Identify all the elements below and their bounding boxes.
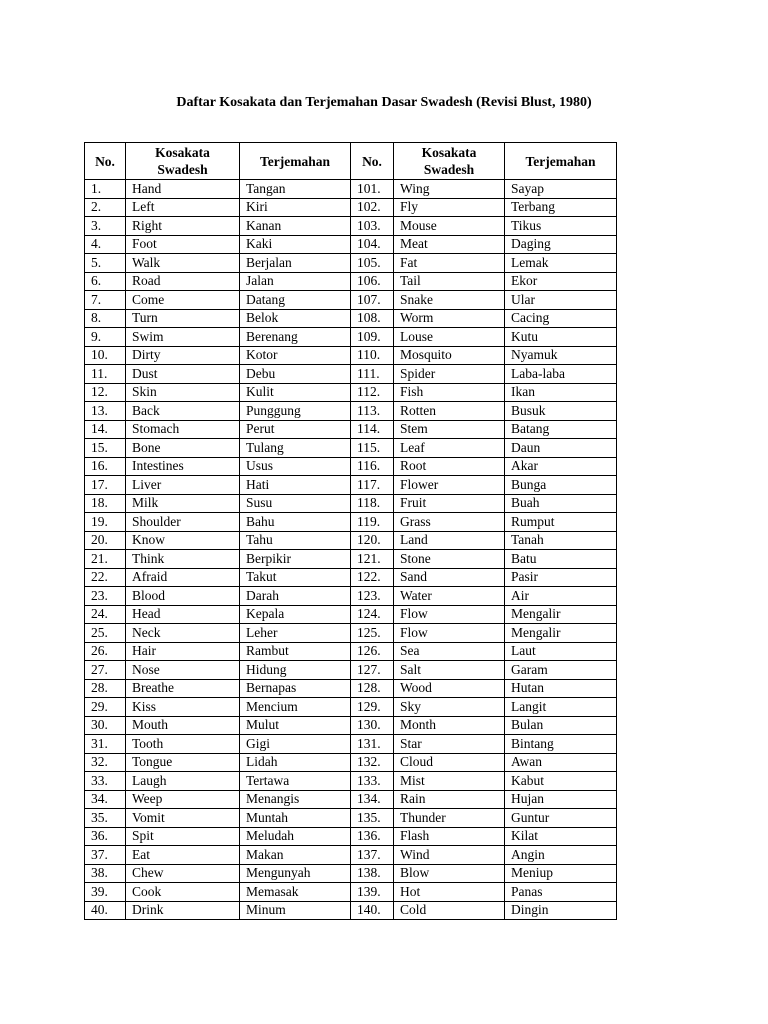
table-row [85, 291, 617, 310]
swadesh-word-cell: Back [126, 402, 240, 421]
translation-cell: Kepala [240, 605, 351, 624]
table-row [85, 827, 617, 846]
table-row [85, 568, 617, 587]
row-number-cell-2: 107. [351, 291, 394, 310]
translation-cell-2: Daging [505, 235, 617, 254]
row-number-cell: 17. [85, 476, 126, 495]
row-number-cell: 24. [85, 605, 126, 624]
table-row [85, 790, 617, 809]
row-number-cell: 40. [85, 901, 126, 920]
swadesh-word-cell: Blood [126, 587, 240, 606]
swadesh-word-cell-2: Hot [394, 883, 505, 902]
swadesh-word-cell: Tongue [126, 753, 240, 772]
translation-cell-2: Kutu [505, 328, 617, 347]
translation-cell-2: Hujan [505, 790, 617, 809]
row-number-cell-2: 105. [351, 254, 394, 273]
swadesh-word-cell-2: Rain [394, 790, 505, 809]
translation-cell-2: Awan [505, 753, 617, 772]
swadesh-word-cell: Left [126, 198, 240, 217]
swadesh-word-cell-2: Blow [394, 864, 505, 883]
row-number-cell: 20. [85, 531, 126, 550]
translation-cell-2: Bintang [505, 735, 617, 754]
row-number-cell-2: 119. [351, 513, 394, 532]
swadesh-word-cell-2: Root [394, 457, 505, 476]
translation-cell-2: Lemak [505, 254, 617, 273]
row-number-cell: 3. [85, 217, 126, 236]
swadesh-word-cell-2: Water [394, 587, 505, 606]
swadesh-word-cell-2: Salt [394, 661, 505, 680]
translation-cell-2: Rumput [505, 513, 617, 532]
translation-cell: Tertawa [240, 772, 351, 791]
swadesh-word-cell: Foot [126, 235, 240, 254]
translation-cell: Memasak [240, 883, 351, 902]
swadesh-word-cell-2: Sea [394, 642, 505, 661]
swadesh-word-cell: Mouth [126, 716, 240, 735]
swadesh-word-cell-2: Rotten [394, 402, 505, 421]
swadesh-word-cell-2: Land [394, 531, 505, 550]
translation-cell-2: Nyamuk [505, 346, 617, 365]
row-number-cell: 4. [85, 235, 126, 254]
page-title: Daftar Kosakata dan Terjemahan Dasar Swadesh (Revisi Blust, 1980) [176, 95, 592, 110]
row-number-cell-2: 132. [351, 753, 394, 772]
row-number-cell: 38. [85, 864, 126, 883]
swadesh-word-cell-2: Meat [394, 235, 505, 254]
header-kosakata-2-line1: Kosakata [421, 145, 477, 160]
table-row [85, 254, 617, 273]
table-row [85, 531, 617, 550]
translation-cell: Belok [240, 309, 351, 328]
table-row [85, 494, 617, 513]
translation-cell-2: Ekor [505, 272, 617, 291]
row-number-cell-2: 121. [351, 550, 394, 569]
translation-cell-2: Terbang [505, 198, 617, 217]
swadesh-word-cell-2: Flow [394, 605, 505, 624]
translation-cell-2: Ikan [505, 383, 617, 402]
table-row [85, 309, 617, 328]
header-terjemahan: Terjemahan [240, 143, 351, 180]
row-number-cell-2: 128. [351, 679, 394, 698]
translation-cell: Mengunyah [240, 864, 351, 883]
header-no-2: No. [351, 143, 394, 180]
row-number-cell: 12. [85, 383, 126, 402]
row-number-cell: 14. [85, 420, 126, 439]
swadesh-word-cell: Think [126, 550, 240, 569]
row-number-cell-2: 138. [351, 864, 394, 883]
table-row [85, 716, 617, 735]
translation-cell-2: Air [505, 587, 617, 606]
row-number-cell: 22. [85, 568, 126, 587]
swadesh-word-cell: Dirty [126, 346, 240, 365]
translation-cell: Hati [240, 476, 351, 495]
header-terjemahan-2: Terjemahan [505, 143, 617, 180]
swadesh-word-cell-2: Fish [394, 383, 505, 402]
table-row [85, 457, 617, 476]
table-row [85, 661, 617, 680]
translation-cell: Lidah [240, 753, 351, 772]
swadesh-word-cell-2: Worm [394, 309, 505, 328]
swadesh-word-cell: Know [126, 531, 240, 550]
swadesh-word-cell: Cook [126, 883, 240, 902]
table-row [85, 550, 617, 569]
swadesh-word-cell-2: Spider [394, 365, 505, 384]
row-number-cell: 18. [85, 494, 126, 513]
row-number-cell: 36. [85, 827, 126, 846]
swadesh-word-cell-2: Mosquito [394, 346, 505, 365]
swadesh-word-cell-2: Mist [394, 772, 505, 791]
translation-cell-2: Sayap [505, 180, 617, 199]
swadesh-word-cell-2: Cloud [394, 753, 505, 772]
swadesh-word-cell: Come [126, 291, 240, 310]
translation-cell: Rambut [240, 642, 351, 661]
row-number-cell: 16. [85, 457, 126, 476]
table-body [85, 180, 617, 920]
header-kosakata-line2: Swadesh [157, 162, 208, 177]
translation-cell-2: Panas [505, 883, 617, 902]
swadesh-word-cell: Spit [126, 827, 240, 846]
table-row [85, 235, 617, 254]
row-number-cell-2: 124. [351, 605, 394, 624]
row-number-cell-2: 109. [351, 328, 394, 347]
swadesh-word-cell-2: Grass [394, 513, 505, 532]
table-row [85, 883, 617, 902]
header-kosakata-2 [394, 143, 505, 180]
table-row [85, 346, 617, 365]
row-number-cell-2: 104. [351, 235, 394, 254]
table-row [85, 513, 617, 532]
swadesh-word-cell-2: Fly [394, 198, 505, 217]
header-no: No. [85, 143, 126, 180]
row-number-cell-2: 108. [351, 309, 394, 328]
translation-cell: Berenang [240, 328, 351, 347]
table-row [85, 624, 617, 643]
row-number-cell-2: 127. [351, 661, 394, 680]
swadesh-word-cell-2: Leaf [394, 439, 505, 458]
row-number-cell: 15. [85, 439, 126, 458]
row-number-cell-2: 135. [351, 809, 394, 828]
row-number-cell-2: 129. [351, 698, 394, 717]
table-row [85, 698, 617, 717]
row-number-cell: 19. [85, 513, 126, 532]
swadesh-word-cell-2: Flash [394, 827, 505, 846]
translation-cell-2: Laut [505, 642, 617, 661]
translation-cell-2: Busuk [505, 402, 617, 421]
table-header [85, 143, 617, 180]
table-row [85, 402, 617, 421]
translation-cell: Kotor [240, 346, 351, 365]
swadesh-word-cell-2: Fat [394, 254, 505, 273]
row-number-cell: 39. [85, 883, 126, 902]
row-number-cell: 7. [85, 291, 126, 310]
header-kosakata [126, 143, 240, 180]
row-number-cell-2: 102. [351, 198, 394, 217]
row-number-cell-2: 139. [351, 883, 394, 902]
translation-cell-2: Akar [505, 457, 617, 476]
translation-cell: Bahu [240, 513, 351, 532]
row-number-cell: 1. [85, 180, 126, 199]
translation-cell-2: Cacing [505, 309, 617, 328]
translation-cell: Minum [240, 901, 351, 920]
swadesh-word-cell: Neck [126, 624, 240, 643]
row-number-cell: 26. [85, 642, 126, 661]
translation-cell-2: Mengalir [505, 605, 617, 624]
table-row [85, 772, 617, 791]
translation-cell: Darah [240, 587, 351, 606]
translation-cell-2: Batang [505, 420, 617, 439]
row-number-cell-2: 126. [351, 642, 394, 661]
translation-cell: Tulang [240, 439, 351, 458]
translation-cell-2: Kilat [505, 827, 617, 846]
table-row [85, 679, 617, 698]
translation-cell: Perut [240, 420, 351, 439]
swadesh-word-cell-2: Louse [394, 328, 505, 347]
swadesh-word-cell: Kiss [126, 698, 240, 717]
table-row [85, 328, 617, 347]
swadesh-word-cell-2: Wing [394, 180, 505, 199]
translation-cell-2: Mengalir [505, 624, 617, 643]
swadesh-word-cell-2: Sky [394, 698, 505, 717]
row-number-cell-2: 110. [351, 346, 394, 365]
translation-cell: Takut [240, 568, 351, 587]
swadesh-word-cell: Skin [126, 383, 240, 402]
translation-cell: Gigi [240, 735, 351, 754]
swadesh-word-cell: Afraid [126, 568, 240, 587]
row-number-cell-2: 134. [351, 790, 394, 809]
translation-cell-2: Buah [505, 494, 617, 513]
table-row [85, 198, 617, 217]
swadesh-word-cell: Stomach [126, 420, 240, 439]
translation-cell: Debu [240, 365, 351, 384]
swadesh-word-cell: Eat [126, 846, 240, 865]
row-number-cell-2: 117. [351, 476, 394, 495]
translation-cell-2: Laba-laba [505, 365, 617, 384]
row-number-cell: 37. [85, 846, 126, 865]
table-row [85, 642, 617, 661]
swadesh-word-cell-2: Wood [394, 679, 505, 698]
swadesh-word-cell: Swim [126, 328, 240, 347]
table-row [85, 587, 617, 606]
translation-cell-2: Bulan [505, 716, 617, 735]
row-number-cell-2: 125. [351, 624, 394, 643]
swadesh-word-cell: Milk [126, 494, 240, 513]
translation-cell: Hidung [240, 661, 351, 680]
row-number-cell: 28. [85, 679, 126, 698]
swadesh-word-cell-2: Tail [394, 272, 505, 291]
row-number-cell: 6. [85, 272, 126, 291]
swadesh-word-cell: Dust [126, 365, 240, 384]
swadesh-table [84, 142, 617, 920]
swadesh-word-cell-2: Stem [394, 420, 505, 439]
translation-cell: Mulut [240, 716, 351, 735]
translation-cell: Kanan [240, 217, 351, 236]
row-number-cell-2: 106. [351, 272, 394, 291]
swadesh-word-cell-2: Flower [394, 476, 505, 495]
row-number-cell: 29. [85, 698, 126, 717]
row-number-cell-2: 115. [351, 439, 394, 458]
row-number-cell: 8. [85, 309, 126, 328]
table-row [85, 180, 617, 199]
row-number-cell: 34. [85, 790, 126, 809]
translation-cell-2: Dingin [505, 901, 617, 920]
translation-cell: Datang [240, 291, 351, 310]
swadesh-word-cell: Drink [126, 901, 240, 920]
row-number-cell-2: 111. [351, 365, 394, 384]
swadesh-word-cell: Vomit [126, 809, 240, 828]
row-number-cell-2: 116. [351, 457, 394, 476]
table-row [85, 864, 617, 883]
swadesh-word-cell-2: Stone [394, 550, 505, 569]
translation-cell-2: Kabut [505, 772, 617, 791]
row-number-cell-2: 120. [351, 531, 394, 550]
row-number-cell: 23. [85, 587, 126, 606]
translation-cell: Tahu [240, 531, 351, 550]
row-number-cell: 32. [85, 753, 126, 772]
translation-cell: Leher [240, 624, 351, 643]
translation-cell-2: Batu [505, 550, 617, 569]
table-row [85, 365, 617, 384]
header-row [85, 143, 617, 180]
swadesh-word-cell-2: Sand [394, 568, 505, 587]
translation-cell: Kulit [240, 383, 351, 402]
swadesh-word-cell: Nose [126, 661, 240, 680]
swadesh-word-cell: Liver [126, 476, 240, 495]
row-number-cell: 2. [85, 198, 126, 217]
row-number-cell-2: 118. [351, 494, 394, 513]
table-row [85, 439, 617, 458]
row-number-cell: 5. [85, 254, 126, 273]
swadesh-word-cell: Turn [126, 309, 240, 328]
table-row [85, 272, 617, 291]
swadesh-word-cell-2: Cold [394, 901, 505, 920]
row-number-cell-2: 101. [351, 180, 394, 199]
row-number-cell: 13. [85, 402, 126, 421]
swadesh-word-cell: Right [126, 217, 240, 236]
translation-cell: Jalan [240, 272, 351, 291]
swadesh-word-cell: Intestines [126, 457, 240, 476]
translation-cell-2: Guntur [505, 809, 617, 828]
table-row [85, 420, 617, 439]
translation-cell-2: Angin [505, 846, 617, 865]
row-number-cell-2: 131. [351, 735, 394, 754]
swadesh-word-cell-2: Mouse [394, 217, 505, 236]
row-number-cell-2: 140. [351, 901, 394, 920]
swadesh-word-cell: Bone [126, 439, 240, 458]
table-row [85, 476, 617, 495]
translation-cell: Berpikir [240, 550, 351, 569]
translation-cell: Kaki [240, 235, 351, 254]
table-row [85, 846, 617, 865]
swadesh-word-cell-2: Snake [394, 291, 505, 310]
row-number-cell: 9. [85, 328, 126, 347]
translation-cell-2: Langit [505, 698, 617, 717]
swadesh-word-cell: Tooth [126, 735, 240, 754]
translation-cell: Usus [240, 457, 351, 476]
row-number-cell-2: 136. [351, 827, 394, 846]
table-row [85, 753, 617, 772]
swadesh-word-cell: Road [126, 272, 240, 291]
swadesh-word-cell: Chew [126, 864, 240, 883]
header-kosakata-line1: Kosakata [155, 145, 210, 160]
swadesh-word-cell-2: Flow [394, 624, 505, 643]
table-row [85, 605, 617, 624]
swadesh-word-cell-2: Fruit [394, 494, 505, 513]
translation-cell: Tangan [240, 180, 351, 199]
row-number-cell-2: 130. [351, 716, 394, 735]
swadesh-word-cell: Head [126, 605, 240, 624]
swadesh-word-cell-2: Wind [394, 846, 505, 865]
translation-cell: Muntah [240, 809, 351, 828]
row-number-cell: 11. [85, 365, 126, 384]
row-number-cell-2: 113. [351, 402, 394, 421]
translation-cell: Makan [240, 846, 351, 865]
table-row [85, 383, 617, 402]
swadesh-word-cell: Weep [126, 790, 240, 809]
translation-cell-2: Ular [505, 291, 617, 310]
row-number-cell-2: 103. [351, 217, 394, 236]
swadesh-word-cell: Hair [126, 642, 240, 661]
translation-cell: Bernapas [240, 679, 351, 698]
row-number-cell: 10. [85, 346, 126, 365]
table-row [85, 809, 617, 828]
swadesh-word-cell: Walk [126, 254, 240, 273]
translation-cell: Susu [240, 494, 351, 513]
translation-cell-2: Tikus [505, 217, 617, 236]
translation-cell-2: Garam [505, 661, 617, 680]
swadesh-word-cell: Laugh [126, 772, 240, 791]
header-kosakata-2-line2: Swadesh [423, 162, 475, 177]
translation-cell-2: Tanah [505, 531, 617, 550]
translation-cell-2: Pasir [505, 568, 617, 587]
row-number-cell-2: 122. [351, 568, 394, 587]
row-number-cell-2: 112. [351, 383, 394, 402]
translation-cell: Meludah [240, 827, 351, 846]
translation-cell: Berjalan [240, 254, 351, 273]
translation-cell: Menangis [240, 790, 351, 809]
row-number-cell: 35. [85, 809, 126, 828]
translation-cell: Punggung [240, 402, 351, 421]
row-number-cell-2: 123. [351, 587, 394, 606]
swadesh-word-cell: Breathe [126, 679, 240, 698]
row-number-cell: 30. [85, 716, 126, 735]
row-number-cell: 33. [85, 772, 126, 791]
swadesh-word-cell: Hand [126, 180, 240, 199]
table-row [85, 735, 617, 754]
table-row [85, 901, 617, 920]
row-number-cell: 25. [85, 624, 126, 643]
row-number-cell: 21. [85, 550, 126, 569]
row-number-cell-2: 133. [351, 772, 394, 791]
swadesh-word-cell-2: Thunder [394, 809, 505, 828]
swadesh-word-cell-2: Star [394, 735, 505, 754]
swadesh-word-cell: Shoulder [126, 513, 240, 532]
translation-cell-2: Hutan [505, 679, 617, 698]
translation-cell-2: Meniup [505, 864, 617, 883]
translation-cell-2: Daun [505, 439, 617, 458]
row-number-cell: 27. [85, 661, 126, 680]
translation-cell-2: Bunga [505, 476, 617, 495]
table-row [85, 217, 617, 236]
row-number-cell-2: 137. [351, 846, 394, 865]
row-number-cell-2: 114. [351, 420, 394, 439]
translation-cell: Mencium [240, 698, 351, 717]
translation-cell: Kiri [240, 198, 351, 217]
swadesh-word-cell-2: Month [394, 716, 505, 735]
row-number-cell: 31. [85, 735, 126, 754]
